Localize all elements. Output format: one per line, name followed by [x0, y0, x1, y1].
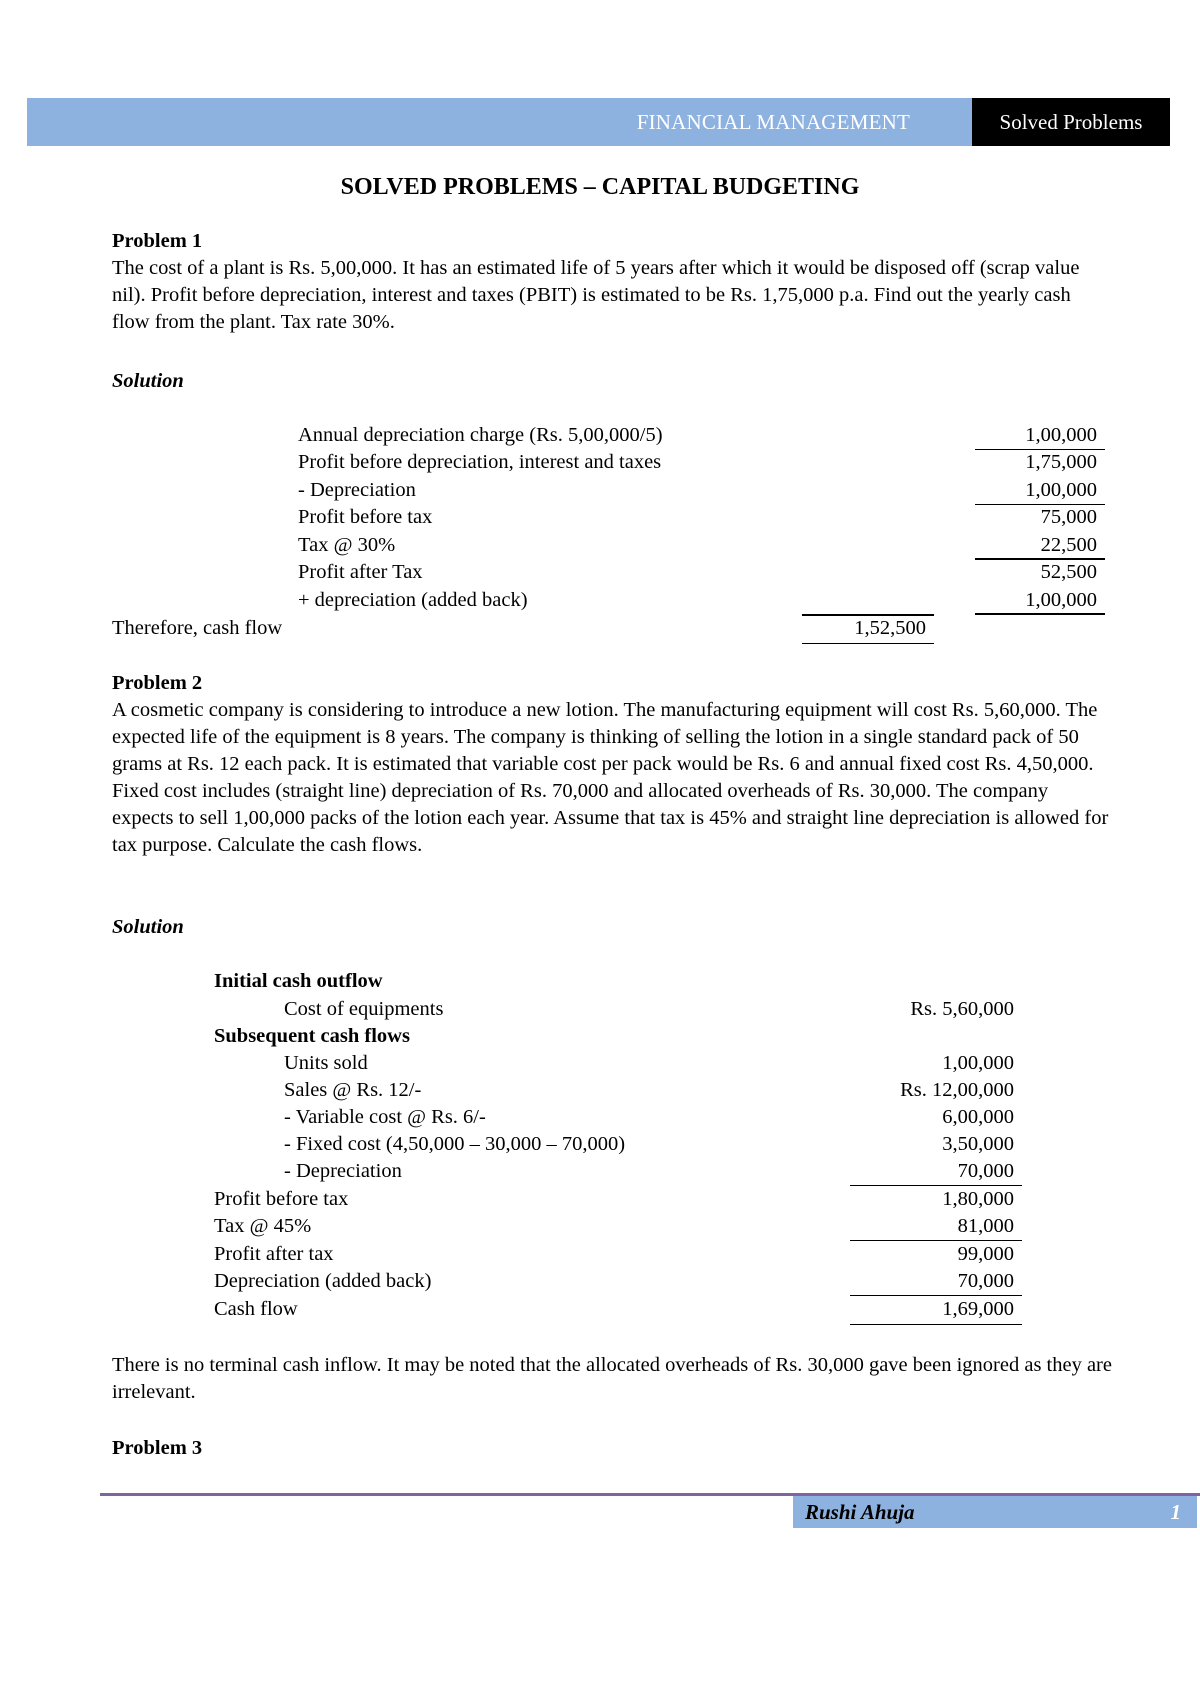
- problem-2-heading: Problem 2: [112, 672, 203, 694]
- p1-row-label: Annual depreciation charge (Rs. 5,00,000/5): [298, 424, 663, 446]
- p1-row-value: 22,500: [1040, 534, 1097, 556]
- p2-row-value: 6,00,000: [942, 1106, 1014, 1128]
- p1-row-label: Profit before depreciation, interest and taxes: [298, 451, 662, 473]
- p1-row-value: 1,75,000: [1025, 451, 1097, 473]
- p1-total-label: Therefore, cash flow: [112, 617, 283, 639]
- problem-2-note: There is no terminal cash inflow. It may be noted that the allocated overheads of Rs. 30,000 gave been ignored as they are irrelevant.: [112, 1354, 1112, 1403]
- problem-1-text: The cost of a plant is Rs. 5,00,000. It has an estimated life of 5 years after which it would be disposed off (scrap value nil). Profit before depreciation, interest and taxes (PBIT) is estimated to be Rs. 1,75,000 p.a. Find out the yearly cash flow from the plant. Tax rate 30%.: [112, 257, 1080, 333]
- footer-bar: [793, 1496, 1197, 1528]
- footer-author: Rushi Ahuja: [805, 1500, 915, 1524]
- problem-2-solution-label: Solution: [112, 916, 184, 938]
- p1-row-value: 52,500: [1040, 561, 1097, 583]
- p1-row-label: Profit before tax: [298, 506, 433, 528]
- p1-row-value: 75,000: [1040, 506, 1097, 528]
- p1-total-value: 1,52,500: [854, 617, 926, 639]
- p2-initial-heading: Initial cash outflow: [214, 970, 383, 992]
- problem-1-solution-label: Solution: [112, 370, 184, 392]
- p2-row-value: Rs. 5,60,000: [910, 998, 1014, 1020]
- p1-row-value: 1,00,000: [1025, 589, 1097, 611]
- p2-row-value: 70,000: [957, 1160, 1014, 1182]
- p2-row-label: - Fixed cost (4,50,000 – 30,000 – 70,000): [284, 1133, 626, 1155]
- p1-row-label: - Depreciation: [298, 479, 416, 501]
- header-title: FINANCIAL MANAGEMENT: [636, 110, 910, 134]
- p1-row-label: Tax @ 30%: [298, 534, 396, 556]
- underline: [802, 643, 934, 644]
- p2-row-label: Sales @ Rs. 12/-: [284, 1079, 422, 1101]
- p1-row-value: 1,00,000: [1025, 424, 1097, 446]
- page-number: 1: [1170, 1500, 1181, 1524]
- p2-row-label: - Depreciation: [284, 1160, 402, 1182]
- problem-1-heading: Problem 1: [112, 230, 203, 252]
- underline: [850, 1324, 1022, 1325]
- p2-row-value: 70,000: [957, 1270, 1014, 1292]
- p2-row-value: 99,000: [957, 1243, 1014, 1265]
- p2-row-label: Units sold: [284, 1052, 368, 1074]
- p2-row-label: Cost of equipments: [284, 998, 444, 1020]
- p2-row-value: Rs. 12,00,000: [900, 1079, 1014, 1101]
- p1-row-value: 1,00,000: [1025, 479, 1097, 501]
- p2-row-value: 1,80,000: [942, 1188, 1014, 1210]
- underline: [975, 613, 1105, 615]
- p1-row-label: Profit after Tax: [298, 561, 423, 583]
- problem-2-text: A cosmetic company is considering to introduce a new lotion. The manufacturing equipment will cost Rs. 5,60,000. The expected life of the equipment is 8 years. The company is thinking of selling the lotion in a single standard pack of 50 grams at Rs. 12 each pack. It is estimated that variable cost per pack would be Rs. 6 and annual fixed cost Rs. 4,50,000. Fixed cost includes (straight line) depreciation of Rs. 70,000 and allocated overheads of Rs. 30,000. The company expects to sell 1,00,000 packs of the lotion each year. Assume that tax is 45% and straight line depreciation is allowed for tax purpose. Calculate the cash flows.: [112, 699, 1109, 856]
- p2-row-label: Profit before tax: [214, 1188, 349, 1210]
- document-title: SOLVED PROBLEMS – CAPITAL BUDGETING: [340, 174, 860, 200]
- header-section-tag: Solved Problems: [972, 98, 1170, 146]
- problem-3-heading: Problem 3: [112, 1437, 203, 1459]
- p2-row-label: Depreciation (added back): [214, 1270, 432, 1292]
- problem-2: [112, 670, 1112, 859]
- header-bar: [27, 98, 1170, 146]
- problem-1: [112, 228, 1112, 336]
- p2-row-label: Tax @ 45%: [214, 1215, 312, 1237]
- p2-subsequent-heading: Subsequent cash flows: [214, 1025, 410, 1047]
- p2-row-label: Profit after tax: [214, 1243, 334, 1265]
- p1-row-label: + depreciation (added back): [298, 589, 528, 611]
- p2-row-value: 3,50,000: [942, 1133, 1014, 1155]
- p2-row-value: 1,00,000: [942, 1052, 1014, 1074]
- p2-row-value: 81,000: [957, 1215, 1014, 1237]
- p2-row-value: 1,69,000: [942, 1298, 1014, 1320]
- p2-row-label: Cash flow: [214, 1298, 298, 1320]
- p2-row-label: - Variable cost @ Rs. 6/-: [284, 1106, 486, 1128]
